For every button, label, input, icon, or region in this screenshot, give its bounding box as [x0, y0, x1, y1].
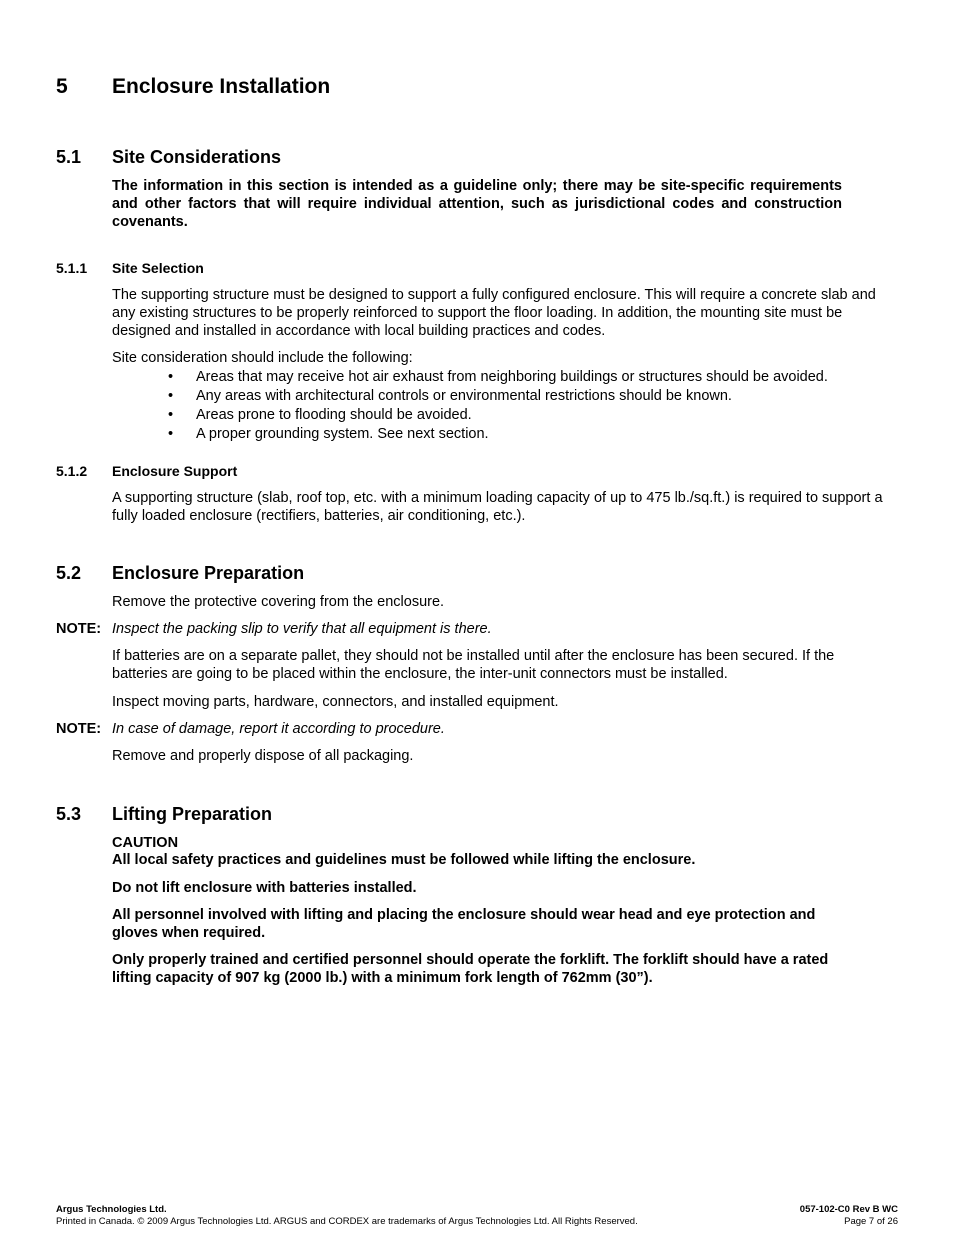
section-5-3-number: 5.3 — [56, 804, 82, 824]
bullet-icon: • — [168, 369, 174, 385]
section-5-1-2-title: Enclosure Support — [112, 463, 238, 479]
bullet-icon: • — [168, 388, 174, 404]
list-item: • Areas that may receive hot air exhaust from neighboring buildings or structures should be avoided. — [168, 369, 828, 385]
list-item: • Any areas with architectural controls or environmental restrictions should be known. — [168, 388, 732, 404]
section-5-2-number: 5.2 — [56, 563, 82, 583]
caution-text-2: Do not lift enclosure with batteries installed. — [112, 880, 417, 896]
footer-company: Argus Technologies Ltd. — [56, 1204, 167, 1215]
caution-text-4: Only properly trained and certified personnel should operate the forklift. The forklift should have a rated lifting capacity of 907 kg (2000 lb.) with a minimum fork length of 762mm (30”). — [112, 952, 829, 986]
section-5-1-1-number: 5.1.1 — [56, 260, 88, 276]
caution-text-1: All local safety practices and guidelines must be followed while lifting the enclosure. — [112, 852, 696, 868]
enclosure-prep-paragraph-2: If batteries are on a separate pallet, they should not be installed until after the enclosure has been secured. If the batteries are going to be placed within the enclosure, the inter-unit connectors must be installed. — [112, 648, 835, 682]
section-5-1-intro: The information in this section is intended as a guideline only; there may be site-specific requirements and other factors that will require individual attention, such as jurisdictional codes and construction covenants. — [112, 178, 842, 230]
note-text: In case of damage, report it according to procedure. — [112, 721, 445, 737]
note-text: Inspect the packing slip to verify that all equipment is there. — [112, 621, 492, 637]
caution-label: CAUTION — [112, 835, 179, 851]
enclosure-prep-paragraph-1: Remove the protective covering from the enclosure. — [112, 594, 445, 610]
section-5-3-title: Lifting Preparation — [112, 804, 273, 824]
footer-legal: Printed in Canada. © 2009 Argus Technologies Ltd. ARGUS and CORDEX are trademarks of Argus Technologies Ltd. All Rights Reserved. — [56, 1216, 638, 1227]
section-5-2-title: Enclosure Preparation — [112, 563, 305, 583]
section-5-1-number: 5.1 — [56, 147, 82, 167]
section-5-1-1-title: Site Selection — [112, 260, 204, 276]
bullet-icon: • — [168, 426, 174, 442]
footer-page-number: Page 7 of 26 — [844, 1216, 898, 1227]
enclosure-prep-paragraph-4: Remove and properly dispose of all packaging. — [112, 748, 414, 764]
site-consideration-lead: Site consideration should include the following: — [112, 350, 413, 366]
enclosure-prep-paragraph-3: Inspect moving parts, hardware, connectors, and installed equipment. — [112, 694, 559, 710]
section-5-1-title: Site Considerations — [112, 147, 282, 167]
site-consideration-list — [168, 368, 888, 444]
section-5-1-2-number: 5.1.2 — [56, 463, 88, 479]
list-item: • A proper grounding system. See next section. — [168, 426, 489, 442]
note-label: NOTE: — [56, 621, 102, 637]
enclosure-support-paragraph: A supporting structure (slab, roof top, etc. with a minimum loading capacity of up to 475 lb./sq.ft.) is required to support a fully loaded enclosure (rectifiers, batteries, air conditioning, etc.). — [112, 490, 883, 524]
list-item: • Areas prone to flooding should be avoided. — [168, 407, 472, 423]
footer-doc-number: 057-102-C0 Rev B WC — [799, 1204, 898, 1215]
section-5-title: Enclosure Installation — [112, 75, 331, 98]
note-label: NOTE: — [56, 721, 102, 737]
section-5-number: 5 — [56, 75, 68, 98]
bullet-icon: • — [168, 407, 174, 423]
site-selection-paragraph: The supporting structure must be designed to support a fully configured enclosure. This will require a concrete slab and any existing structures to be properly reinforced to support the floor loading. In addition, the mounting site must be designed and installed in accordance with local building practices and codes. — [112, 287, 876, 339]
caution-text-3: All personnel involved with lifting and placing the enclosure should wear head and eye protection and gloves when required. — [112, 907, 816, 941]
